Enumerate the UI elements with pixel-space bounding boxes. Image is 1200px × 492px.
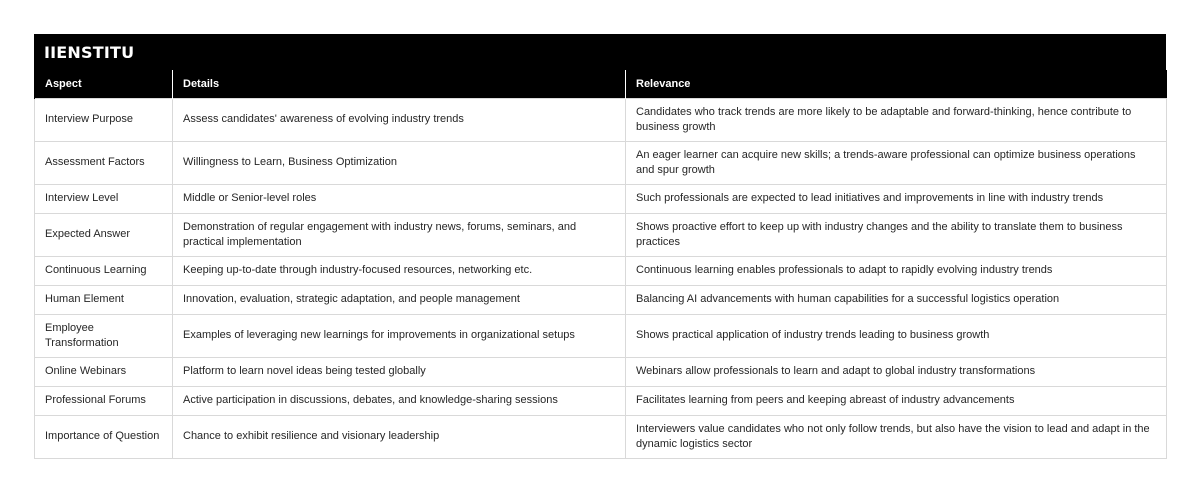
table-row bbox=[35, 184, 1167, 213]
cell-relevance: Such professionals are expected to lead initiatives and improvements in line with industry trends bbox=[626, 184, 1167, 213]
cell-details: Platform to learn novel ideas being tested globally bbox=[173, 357, 626, 386]
cell-details: Middle or Senior-level roles bbox=[173, 184, 626, 213]
cell-aspect: Interview Level bbox=[35, 184, 173, 213]
column-header-details: Details bbox=[173, 70, 626, 98]
table-header-row bbox=[35, 70, 1167, 98]
table-container bbox=[34, 34, 1166, 459]
table-row bbox=[35, 213, 1167, 256]
cell-relevance: Continuous learning enables professionals to adapt to rapidly evolving industry trends bbox=[626, 256, 1167, 285]
cell-relevance: Webinars allow professionals to learn and adapt to global industry transformations bbox=[626, 357, 1167, 386]
table-row bbox=[35, 141, 1167, 184]
cell-aspect: Interview Purpose bbox=[35, 98, 173, 141]
cell-relevance: Interviewers value candidates who not only follow trends, but also have the vision to lead and adapt in the dynamic logistics sector bbox=[626, 415, 1167, 458]
cell-aspect: Importance of Question bbox=[35, 415, 173, 458]
cell-relevance: Facilitates learning from peers and keeping abreast of industry advancements bbox=[626, 386, 1167, 415]
cell-details: Innovation, evaluation, strategic adaptation, and people management bbox=[173, 285, 626, 314]
cell-aspect: Continuous Learning bbox=[35, 256, 173, 285]
cell-aspect: Online Webinars bbox=[35, 357, 173, 386]
cell-relevance: Shows practical application of industry trends leading to business growth bbox=[626, 314, 1167, 357]
cell-aspect: Employee Transformation bbox=[35, 314, 173, 357]
cell-aspect: Expected Answer bbox=[35, 213, 173, 256]
cell-details: Keeping up-to-date through industry-focused resources, networking etc. bbox=[173, 256, 626, 285]
table-row bbox=[35, 256, 1167, 285]
cell-details: Demonstration of regular engagement with industry news, forums, seminars, and practical implementation bbox=[173, 213, 626, 256]
cell-aspect: Assessment Factors bbox=[35, 141, 173, 184]
aspects-table bbox=[34, 70, 1167, 459]
cell-aspect: Human Element bbox=[35, 285, 173, 314]
cell-details: Willingness to Learn, Business Optimization bbox=[173, 141, 626, 184]
table-row bbox=[35, 314, 1167, 357]
cell-details: Active participation in discussions, debates, and knowledge-sharing sessions bbox=[173, 386, 626, 415]
table-row bbox=[35, 415, 1167, 458]
column-header-relevance: Relevance bbox=[626, 70, 1167, 98]
table-row bbox=[35, 386, 1167, 415]
brand-header bbox=[34, 34, 1166, 70]
brand-name: IIENSTITU bbox=[44, 42, 135, 62]
cell-relevance: An eager learner can acquire new skills; a trends-aware professional can optimize business operations and spur growth bbox=[626, 141, 1167, 184]
cell-details: Assess candidates' awareness of evolving industry trends bbox=[173, 98, 626, 141]
cell-relevance: Shows proactive effort to keep up with industry changes and the ability to translate them to business practices bbox=[626, 213, 1167, 256]
table-row bbox=[35, 98, 1167, 141]
cell-relevance: Balancing AI advancements with human capabilities for a successful logistics operation bbox=[626, 285, 1167, 314]
cell-aspect: Professional Forums bbox=[35, 386, 173, 415]
cell-details: Chance to exhibit resilience and visionary leadership bbox=[173, 415, 626, 458]
cell-relevance: Candidates who track trends are more likely to be adaptable and forward-thinking, hence contribute to business growth bbox=[626, 98, 1167, 141]
table-row bbox=[35, 357, 1167, 386]
column-header-aspect: Aspect bbox=[35, 70, 173, 98]
cell-details: Examples of leveraging new learnings for improvements in organizational setups bbox=[173, 314, 626, 357]
table-row bbox=[35, 285, 1167, 314]
